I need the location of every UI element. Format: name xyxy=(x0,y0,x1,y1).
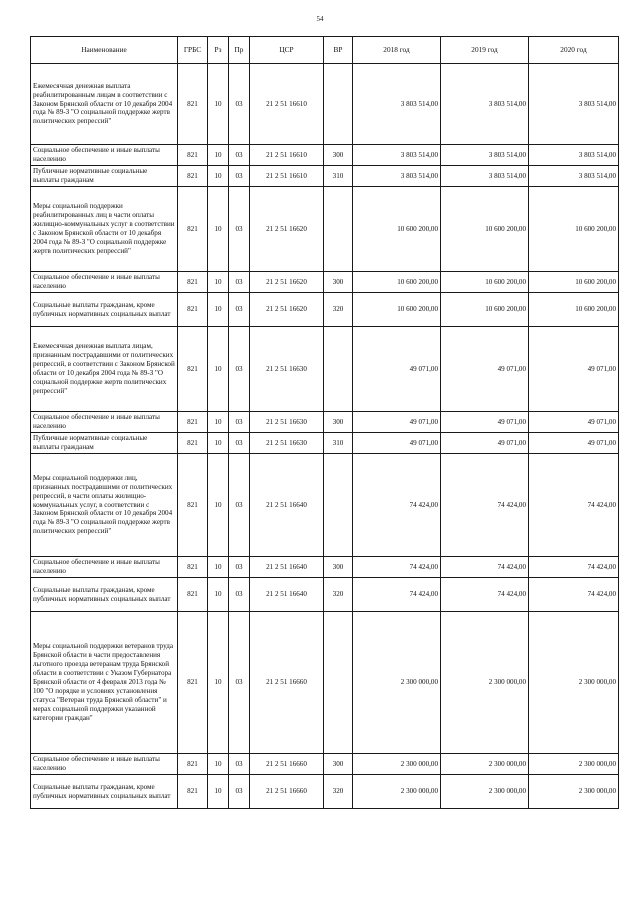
cell-year-2020: 2 300 000,00 xyxy=(529,612,619,754)
cell-year-2018: 3 803 514,00 xyxy=(353,166,441,187)
cell-year-2020: 49 071,00 xyxy=(529,433,619,454)
cell-year-2019: 74 424,00 xyxy=(441,578,529,612)
cell-grbs: 821 xyxy=(178,64,208,145)
header-2018: 2018 год xyxy=(353,37,441,64)
cell-pr: 03 xyxy=(229,754,250,775)
cell-vr: 320 xyxy=(324,578,353,612)
cell-vr: 300 xyxy=(324,145,353,166)
table-row xyxy=(31,754,619,775)
cell-name: Ежемесячная денежная выплата лицам, признанным пострадавшими от политических репрессий, в соответствии с Законом Брянской области от 10 декабря 2004 года № 89-З "О социальной поддержке жертв политических репрессий" xyxy=(31,327,178,412)
cell-year-2019: 3 803 514,00 xyxy=(441,64,529,145)
table-row xyxy=(31,272,619,293)
cell-year-2018: 74 424,00 xyxy=(353,454,441,557)
cell-pr: 03 xyxy=(229,293,250,327)
header-name: Наименование xyxy=(31,37,178,64)
cell-pr: 03 xyxy=(229,775,250,809)
cell-rz: 10 xyxy=(208,754,229,775)
cell-year-2019: 3 803 514,00 xyxy=(441,166,529,187)
cell-rz: 10 xyxy=(208,293,229,327)
cell-pr: 03 xyxy=(229,612,250,754)
cell-year-2019: 49 071,00 xyxy=(441,412,529,433)
cell-csr: 21 2 51 16620 xyxy=(250,293,324,327)
cell-csr: 21 2 51 16630 xyxy=(250,412,324,433)
cell-rz: 10 xyxy=(208,578,229,612)
cell-year-2018: 74 424,00 xyxy=(353,578,441,612)
cell-year-2018: 3 803 514,00 xyxy=(353,64,441,145)
cell-year-2020: 10 600 200,00 xyxy=(529,293,619,327)
cell-vr xyxy=(324,64,353,145)
cell-grbs: 821 xyxy=(178,612,208,754)
cell-grbs: 821 xyxy=(178,293,208,327)
cell-grbs: 821 xyxy=(178,454,208,557)
cell-grbs: 821 xyxy=(178,187,208,272)
cell-name: Социальное обеспечение и иные выплаты населению xyxy=(31,145,178,166)
cell-name: Социальное обеспечение и иные выплаты населению xyxy=(31,557,178,578)
cell-year-2020: 10 600 200,00 xyxy=(529,272,619,293)
cell-rz: 10 xyxy=(208,612,229,754)
cell-year-2020: 49 071,00 xyxy=(529,412,619,433)
cell-year-2019: 49 071,00 xyxy=(441,433,529,454)
cell-year-2020: 74 424,00 xyxy=(529,557,619,578)
cell-year-2018: 49 071,00 xyxy=(353,412,441,433)
cell-year-2018: 2 300 000,00 xyxy=(353,612,441,754)
cell-year-2020: 49 071,00 xyxy=(529,327,619,412)
header-pr: Пр xyxy=(229,37,250,64)
cell-year-2020: 3 803 514,00 xyxy=(529,145,619,166)
table-row xyxy=(31,454,619,557)
cell-vr: 300 xyxy=(324,557,353,578)
table-row xyxy=(31,612,619,754)
cell-grbs: 821 xyxy=(178,412,208,433)
cell-csr: 21 2 51 16630 xyxy=(250,327,324,412)
cell-vr: 320 xyxy=(324,775,353,809)
cell-vr: 300 xyxy=(324,412,353,433)
cell-year-2020: 3 803 514,00 xyxy=(529,64,619,145)
cell-name: Социальное обеспечение и иные выплаты населению xyxy=(31,754,178,775)
cell-rz: 10 xyxy=(208,412,229,433)
cell-name: Публичные нормативные социальные выплаты гражданам xyxy=(31,433,178,454)
cell-year-2019: 3 803 514,00 xyxy=(441,145,529,166)
table-row xyxy=(31,327,619,412)
cell-year-2019: 49 071,00 xyxy=(441,327,529,412)
cell-vr: 320 xyxy=(324,293,353,327)
cell-pr: 03 xyxy=(229,433,250,454)
cell-year-2019: 74 424,00 xyxy=(441,557,529,578)
cell-pr: 03 xyxy=(229,412,250,433)
cell-name: Ежемесячная денежная выплата реабилитированным лицам в соответствии с Законом Брянской области от 10 декабря 2004 года № 89-З "О социальной поддержке жертв политических репрессий" xyxy=(31,64,178,145)
cell-year-2018: 49 071,00 xyxy=(353,327,441,412)
cell-grbs: 821 xyxy=(178,433,208,454)
table-row xyxy=(31,293,619,327)
cell-rz: 10 xyxy=(208,272,229,293)
cell-year-2018: 10 600 200,00 xyxy=(353,187,441,272)
cell-pr: 03 xyxy=(229,578,250,612)
cell-csr: 21 2 51 16660 xyxy=(250,754,324,775)
table-row xyxy=(31,64,619,145)
cell-name: Публичные нормативные социальные выплаты гражданам xyxy=(31,166,178,187)
cell-year-2019: 10 600 200,00 xyxy=(441,272,529,293)
cell-csr: 21 2 51 16640 xyxy=(250,454,324,557)
cell-pr: 03 xyxy=(229,145,250,166)
cell-csr: 21 2 51 16610 xyxy=(250,145,324,166)
cell-grbs: 821 xyxy=(178,272,208,293)
cell-csr: 21 2 51 16610 xyxy=(250,166,324,187)
table-row xyxy=(31,775,619,809)
cell-pr: 03 xyxy=(229,272,250,293)
cell-rz: 10 xyxy=(208,64,229,145)
page-number: 54 xyxy=(316,15,324,23)
cell-rz: 10 xyxy=(208,145,229,166)
cell-csr: 21 2 51 16630 xyxy=(250,433,324,454)
table-row xyxy=(31,433,619,454)
cell-name: Социальное обеспечение и иные выплаты населению xyxy=(31,412,178,433)
cell-year-2020: 2 300 000,00 xyxy=(529,754,619,775)
cell-year-2018: 10 600 200,00 xyxy=(353,293,441,327)
cell-pr: 03 xyxy=(229,327,250,412)
cell-year-2019: 2 300 000,00 xyxy=(441,754,529,775)
table-row xyxy=(31,166,619,187)
cell-vr: 310 xyxy=(324,166,353,187)
cell-grbs: 821 xyxy=(178,145,208,166)
header-2019: 2019 год xyxy=(441,37,529,64)
cell-year-2019: 74 424,00 xyxy=(441,454,529,557)
cell-pr: 03 xyxy=(229,166,250,187)
table-body xyxy=(31,64,619,809)
cell-vr: 310 xyxy=(324,433,353,454)
cell-name: Меры социальной поддержки ветеранов труда Брянской области в части предоставления льготного проезда ветеранам труда Брянской области в соответствии с Указом Губернатора Брянской области от 4 февраля 2013 года № 100 "О порядке и условиях установления статуса "Ветеран труда Брянской области" и мерах социальной поддержки указанной категории граждан" xyxy=(31,612,178,754)
cell-vr xyxy=(324,187,353,272)
cell-csr: 21 2 51 16640 xyxy=(250,557,324,578)
cell-csr: 21 2 51 16610 xyxy=(250,64,324,145)
cell-csr: 21 2 51 16660 xyxy=(250,775,324,809)
header-rz: Рз xyxy=(208,37,229,64)
cell-year-2020: 74 424,00 xyxy=(529,454,619,557)
cell-rz: 10 xyxy=(208,433,229,454)
cell-vr: 300 xyxy=(324,754,353,775)
cell-grbs: 821 xyxy=(178,775,208,809)
cell-name: Меры социальной поддержки реабилитированных лиц в части оплаты жилищно-коммунальных услуг в соответствии с Законом Брянской области от 10 декабря 2004 года № 89-З "О социальной поддержке жертв политических репрессий" xyxy=(31,187,178,272)
cell-vr xyxy=(324,612,353,754)
cell-name: Меры социальной поддержки лиц, признанных пострадавшими от политических репрессий, в части оплаты жилищно-коммунальных услуг, в соответствии с Законом Брянской области от 10 декабря 2004 года № 89-З "О социальной поддержке жертв политических репрессий" xyxy=(31,454,178,557)
cell-year-2019: 10 600 200,00 xyxy=(441,293,529,327)
cell-grbs: 821 xyxy=(178,557,208,578)
header-vr: ВР xyxy=(324,37,353,64)
cell-year-2018: 74 424,00 xyxy=(353,557,441,578)
table-row xyxy=(31,412,619,433)
cell-year-2019: 2 300 000,00 xyxy=(441,775,529,809)
cell-name: Социальные выплаты гражданам, кроме публичных нормативных социальных выплат xyxy=(31,293,178,327)
cell-name: Социальное обеспечение и иные выплаты населению xyxy=(31,272,178,293)
table-row xyxy=(31,145,619,166)
cell-year-2018: 2 300 000,00 xyxy=(353,754,441,775)
cell-year-2020: 3 803 514,00 xyxy=(529,166,619,187)
cell-year-2018: 2 300 000,00 xyxy=(353,775,441,809)
table-row xyxy=(31,187,619,272)
cell-year-2018: 49 071,00 xyxy=(353,433,441,454)
cell-year-2020: 74 424,00 xyxy=(529,578,619,612)
budget-table xyxy=(30,36,619,809)
header-2020: 2020 год xyxy=(529,37,619,64)
cell-csr: 21 2 51 16620 xyxy=(250,272,324,293)
cell-year-2018: 3 803 514,00 xyxy=(353,145,441,166)
cell-pr: 03 xyxy=(229,64,250,145)
cell-csr: 21 2 51 16660 xyxy=(250,612,324,754)
cell-csr: 21 2 51 16620 xyxy=(250,187,324,272)
cell-rz: 10 xyxy=(208,166,229,187)
cell-grbs: 821 xyxy=(178,166,208,187)
cell-year-2020: 2 300 000,00 xyxy=(529,775,619,809)
cell-vr: 300 xyxy=(324,272,353,293)
cell-csr: 21 2 51 16640 xyxy=(250,578,324,612)
table-row xyxy=(31,557,619,578)
cell-grbs: 821 xyxy=(178,327,208,412)
cell-pr: 03 xyxy=(229,454,250,557)
cell-grbs: 821 xyxy=(178,754,208,775)
cell-year-2018: 10 600 200,00 xyxy=(353,272,441,293)
cell-name: Социальные выплаты гражданам, кроме публичных нормативных социальных выплат xyxy=(31,775,178,809)
header-csr: ЦСР xyxy=(250,37,324,64)
cell-name: Социальные выплаты гражданам, кроме публичных нормативных социальных выплат xyxy=(31,578,178,612)
cell-rz: 10 xyxy=(208,187,229,272)
cell-pr: 03 xyxy=(229,557,250,578)
cell-rz: 10 xyxy=(208,327,229,412)
table-header-row xyxy=(31,37,619,64)
cell-rz: 10 xyxy=(208,454,229,557)
cell-year-2019: 2 300 000,00 xyxy=(441,612,529,754)
cell-pr: 03 xyxy=(229,187,250,272)
table-row xyxy=(31,578,619,612)
cell-vr xyxy=(324,327,353,412)
cell-vr xyxy=(324,454,353,557)
header-grbs: ГРБС xyxy=(178,37,208,64)
cell-grbs: 821 xyxy=(178,578,208,612)
cell-year-2019: 10 600 200,00 xyxy=(441,187,529,272)
cell-year-2020: 10 600 200,00 xyxy=(529,187,619,272)
cell-rz: 10 xyxy=(208,557,229,578)
cell-rz: 10 xyxy=(208,775,229,809)
